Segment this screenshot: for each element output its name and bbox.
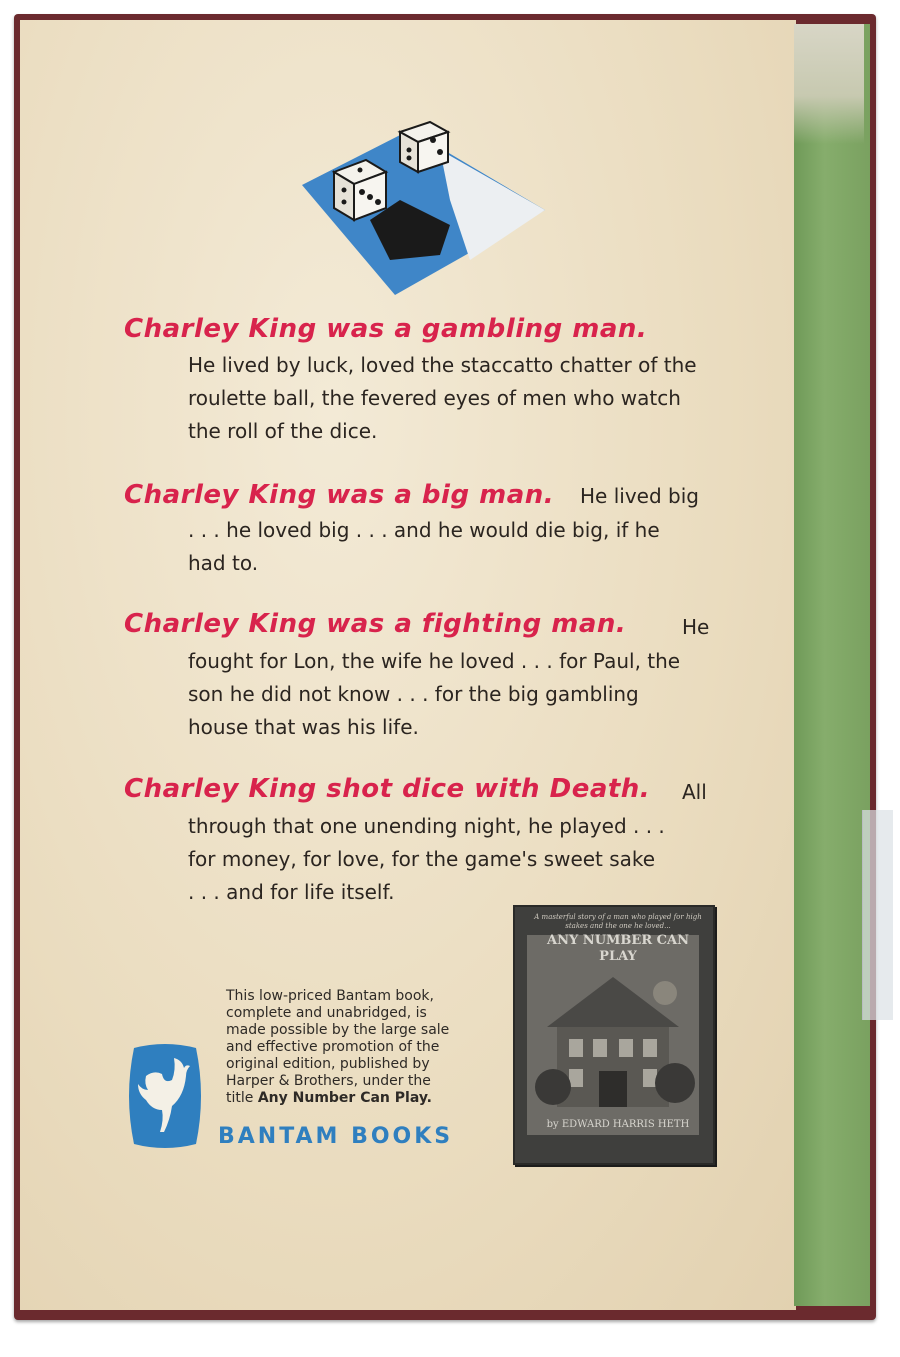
promo-line: and effective promotion of the bbox=[226, 1039, 440, 1055]
blurb-2-head: Charley King was a big man. bbox=[124, 480, 555, 510]
promo-line: made possible by the large sale bbox=[226, 1022, 450, 1038]
blurb-1-line-2: roulette ball, the fevered eyes of men who watch bbox=[188, 386, 681, 410]
blurb-4-line-3: . . . and for life itself. bbox=[188, 880, 395, 904]
thumbnail-title: ANY NUMBER CAN PLAY bbox=[547, 933, 689, 964]
blurb-4-line-2: for money, for love, for the game's sweet sake bbox=[188, 847, 656, 871]
promo-line: Harper & Brothers, under the bbox=[226, 1073, 431, 1089]
promo-last-line bbox=[226, 1090, 496, 1107]
promo-line: complete and unabridged, is bbox=[226, 1005, 427, 1021]
blurb-3-line-3: house that was his life. bbox=[188, 715, 419, 739]
tape-strip bbox=[862, 810, 893, 1020]
blurb-1-line-3: the roll of the dice. bbox=[188, 419, 378, 443]
thumbnail-author: by EDWARD HARRIS HETH bbox=[546, 1119, 690, 1130]
blurb-1-line-1: He lived by luck, loved the staccatto chatter of the bbox=[188, 353, 697, 377]
blurb-1-head: Charley King was a gambling man. bbox=[124, 314, 648, 344]
blurb-3-line-2: son he did not know . . . for the big gambling bbox=[188, 682, 639, 706]
blurb-3-head: Charley King was a fighting man. bbox=[124, 609, 627, 639]
blurb-2-line-1: . . . he loved big . . . and he would die big, if he bbox=[188, 518, 660, 542]
publisher-name: BANTAM BOOKS bbox=[218, 1124, 454, 1149]
spine-wear bbox=[794, 24, 864, 144]
blurb-3-head-tail: He bbox=[682, 615, 710, 639]
book-thumbnail bbox=[513, 905, 715, 1165]
book-spine bbox=[794, 24, 870, 1306]
rooster-logo-icon bbox=[124, 1040, 206, 1152]
promo-text bbox=[226, 988, 496, 1107]
house-illustration bbox=[527, 947, 699, 1117]
promo-book-title: Any Number Can Play. bbox=[257, 1090, 432, 1106]
dice-icon bbox=[300, 110, 550, 300]
blurb-2-head-tail: He lived big bbox=[580, 484, 699, 508]
blurb-2-line-2: had to. bbox=[188, 551, 259, 575]
promo-line: This low-priced Bantam book, bbox=[226, 988, 434, 1004]
blurb-4-head: Charley King shot dice with Death. bbox=[124, 774, 651, 804]
blurb-4-head-tail: All bbox=[682, 780, 707, 804]
promo-line: original edition, published by bbox=[226, 1056, 430, 1072]
blurb-3-line-1: fought for Lon, the wife he loved . . . for Paul, the bbox=[188, 649, 681, 673]
blurb-4-line-1: through that one unending night, he played . . . bbox=[188, 814, 665, 838]
thumbnail-tagline: A masterful story of a man who played for high stakes and the one he loved... bbox=[534, 913, 702, 930]
promo-title-prefix: title bbox=[226, 1090, 254, 1106]
